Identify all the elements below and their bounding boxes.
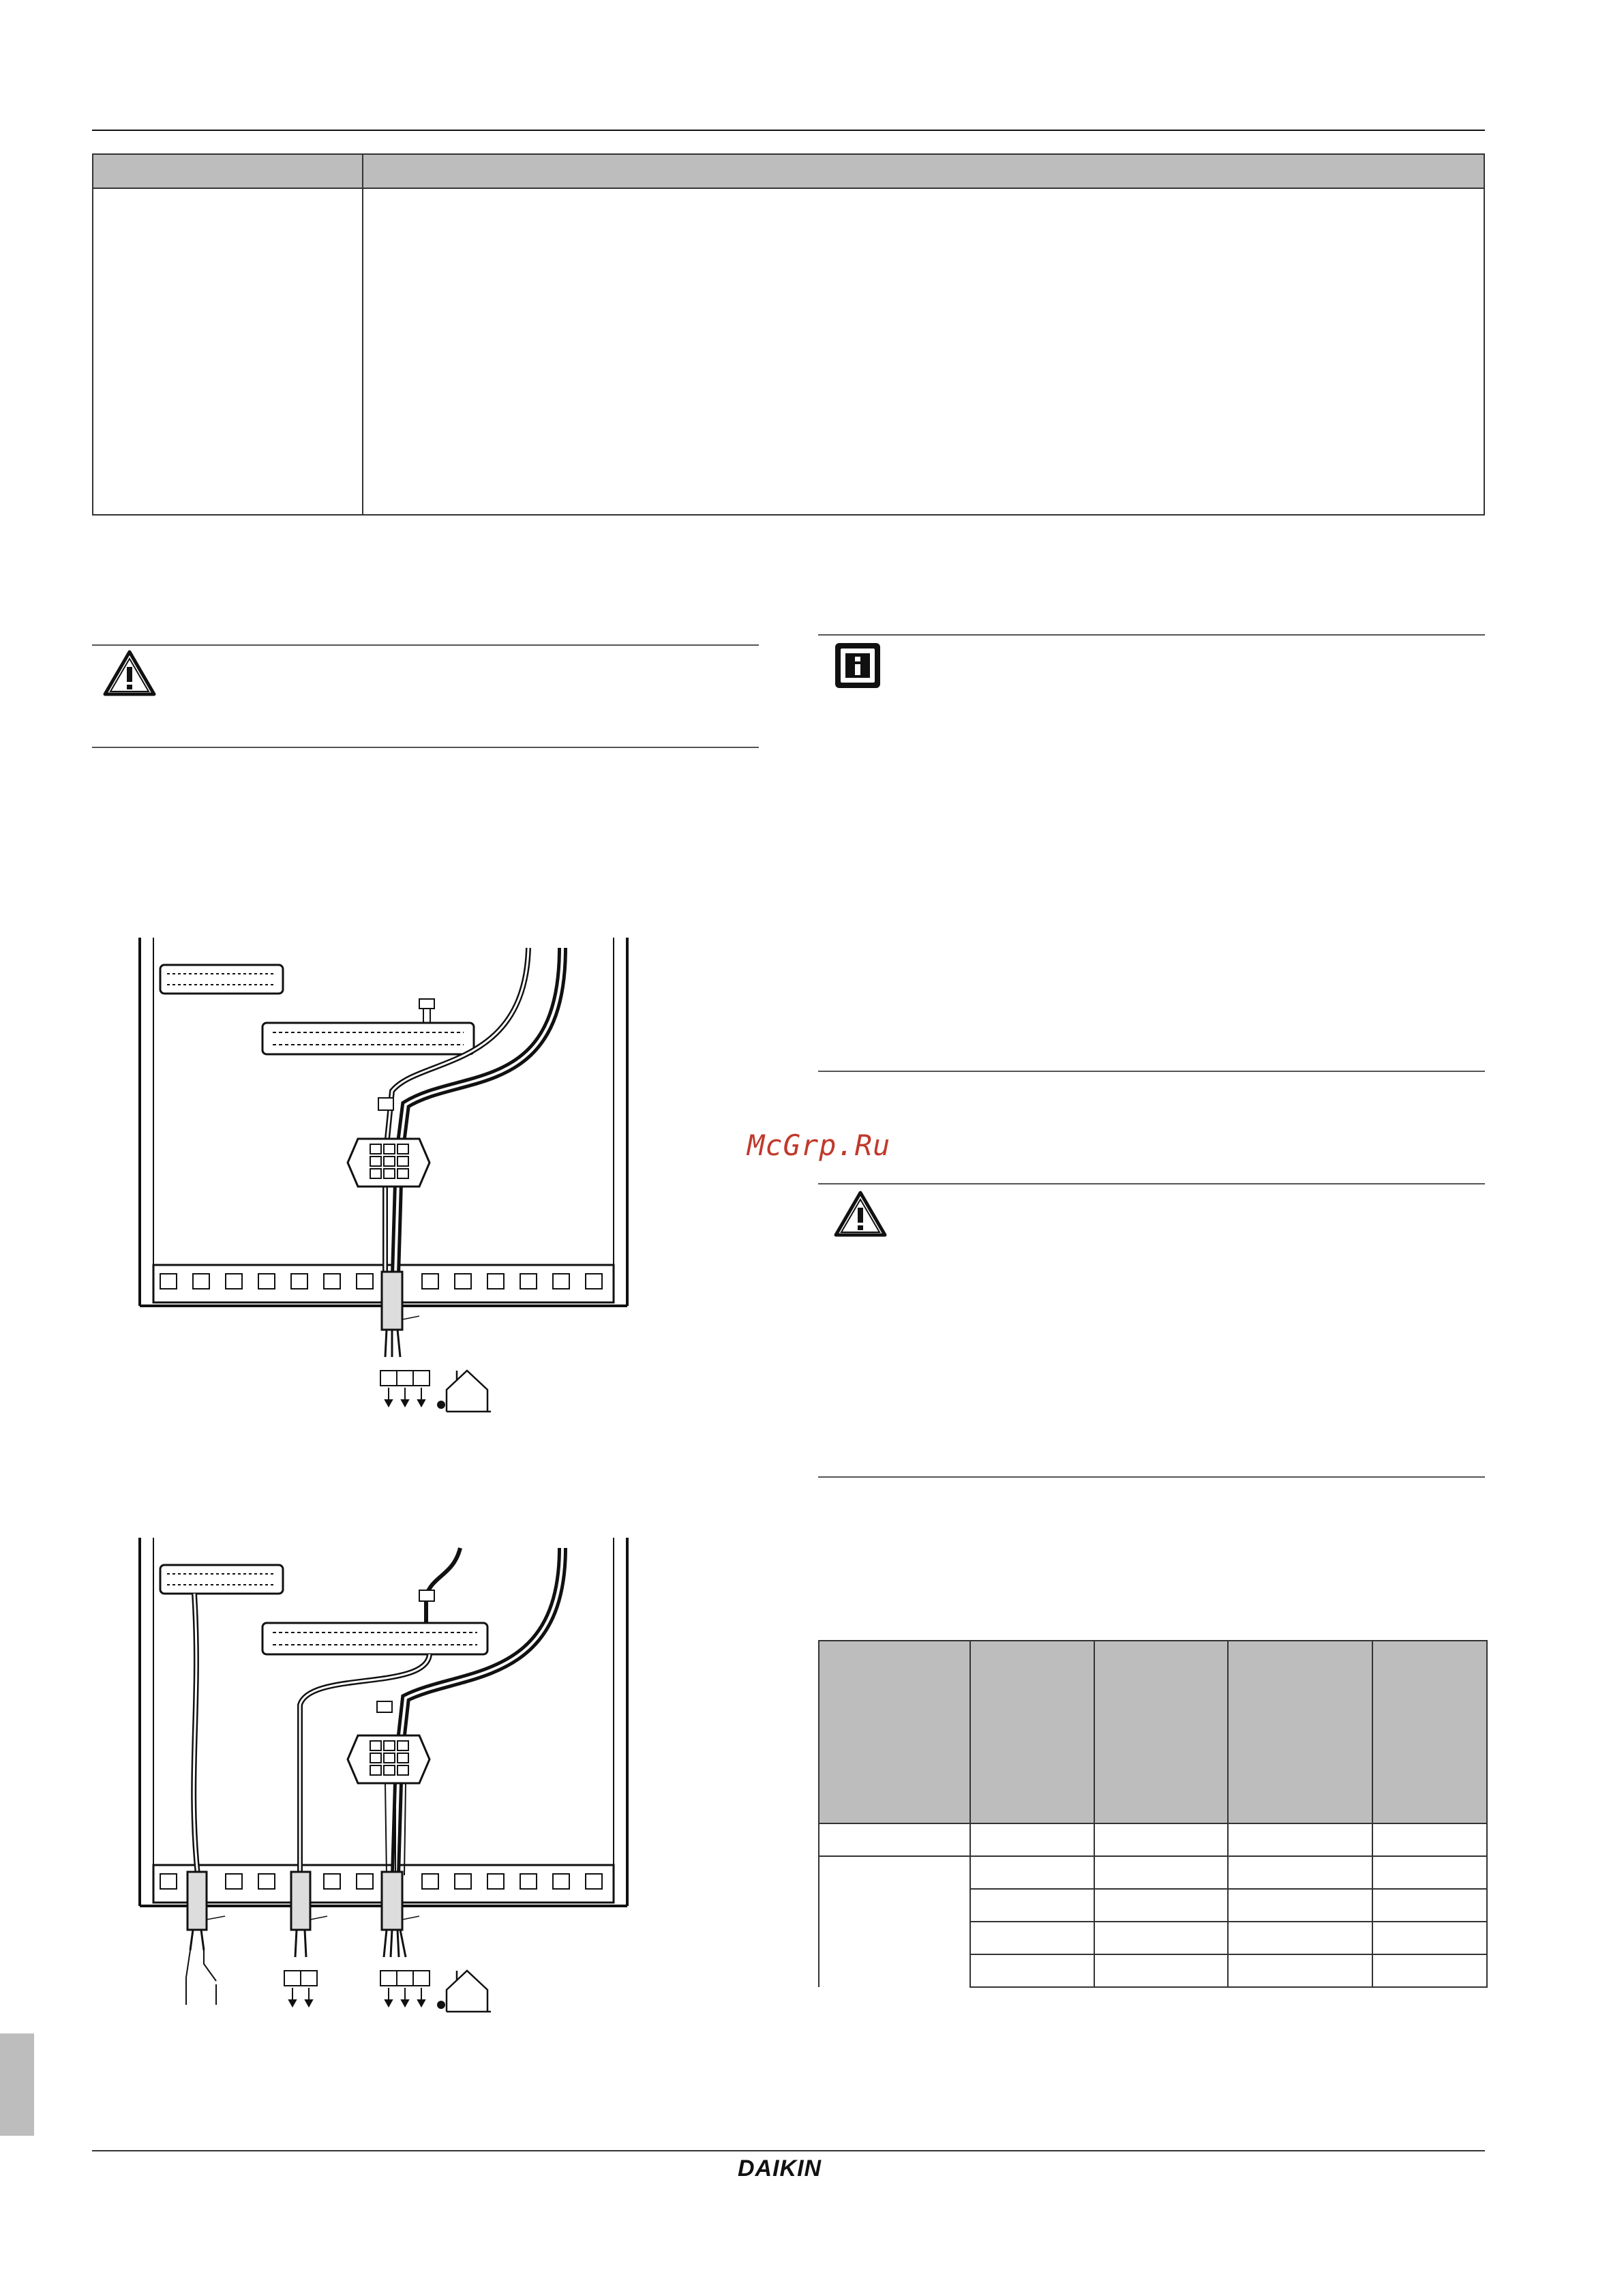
- spec-table: [818, 1640, 1488, 1988]
- top-table-header: [93, 155, 1484, 189]
- wiring-diagram-1: [133, 934, 637, 1428]
- footer-rule: [92, 2150, 1485, 2151]
- info-callout-top-rule: [818, 634, 1485, 636]
- table-row: [819, 1823, 1487, 1856]
- warning-callout-top-rule: [92, 644, 759, 646]
- wiring-diagram-2: [133, 1534, 637, 2028]
- top-table-divider: [362, 155, 363, 514]
- daikin-logo: [735, 2155, 844, 2182]
- warning-callout-2-top-rule: [818, 1183, 1485, 1184]
- info-callout-bottom-rule: [818, 1071, 1485, 1072]
- top-table: [92, 153, 1485, 516]
- spec-table-header-row: [819, 1641, 1487, 1823]
- warning-callout-bottom-rule: [92, 747, 759, 748]
- table-row: [819, 1856, 1487, 1889]
- house-icon: [437, 1371, 491, 1412]
- warning-triangle-icon: [833, 1190, 888, 1240]
- header-rule: [92, 130, 1485, 131]
- watermark-text: McGrp.Ru: [747, 1129, 891, 1162]
- daikin-logo-text: DAIKIN: [738, 2156, 822, 2181]
- warning-callout-2-bottom-rule: [818, 1476, 1485, 1478]
- warning-triangle-icon: [102, 649, 157, 700]
- side-tab: [0, 2033, 34, 2136]
- house-icon: [437, 1971, 491, 2012]
- information-icon: [833, 641, 882, 693]
